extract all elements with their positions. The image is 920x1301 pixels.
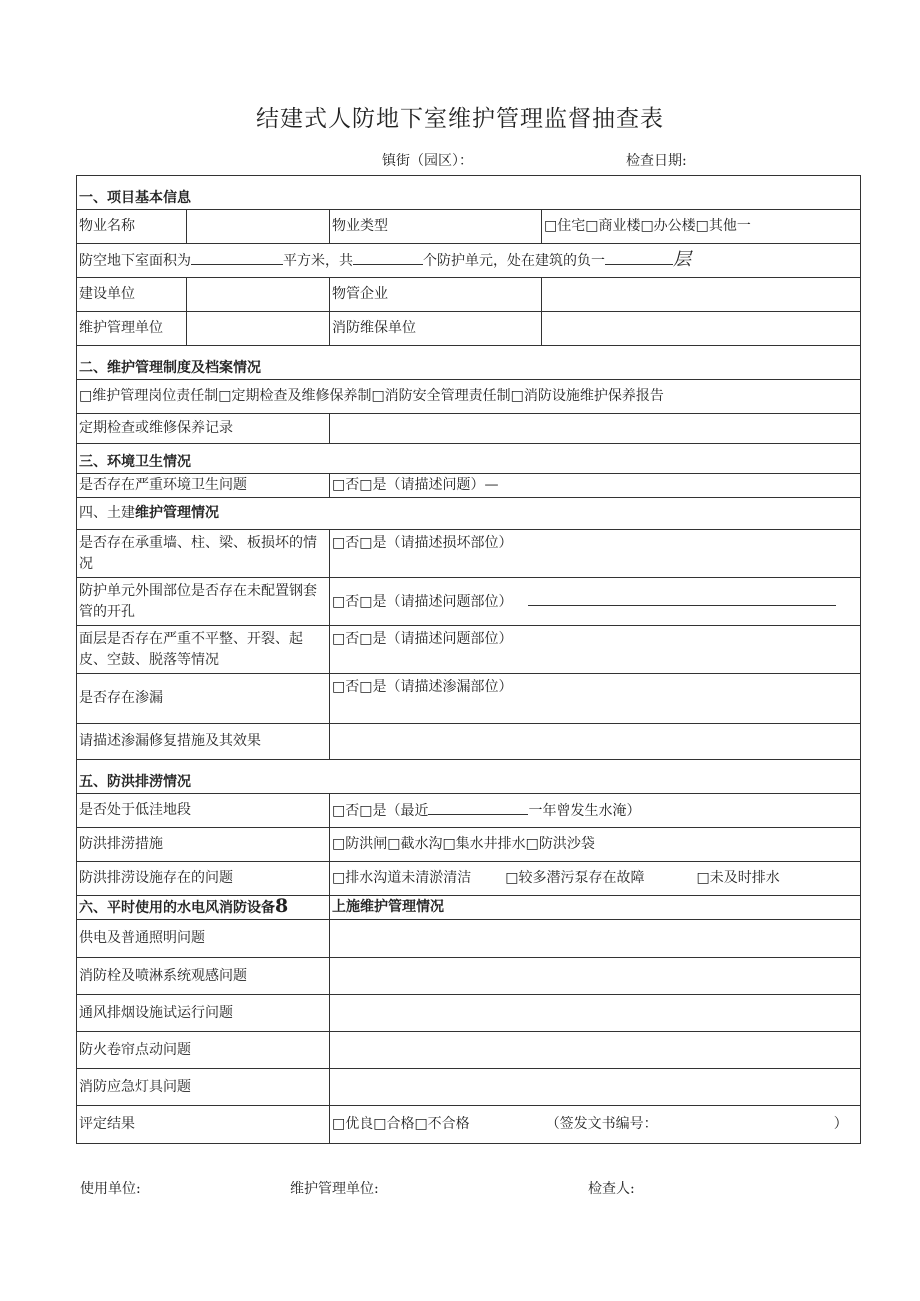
shutter-field[interactable] xyxy=(330,1032,861,1069)
lowland-options[interactable]: □否□是（最近 xyxy=(332,802,429,819)
damage-options[interactable]: □否□是（请描述损坏部位） xyxy=(330,530,861,578)
issue-option-3[interactable]: □未及时排水 xyxy=(696,870,780,886)
area-text-3: 个防护单元，处在建筑的负一 xyxy=(423,253,605,269)
maintenance-unit-field[interactable] xyxy=(187,312,330,346)
section-6-heading-left xyxy=(77,896,330,920)
leak-options[interactable]: □否□是（请描述渗漏部位） xyxy=(330,674,861,724)
lowland-tail: 一年曾发生水淹） xyxy=(528,802,641,819)
hydrant-field[interactable] xyxy=(330,958,861,995)
area-text-4: 层 xyxy=(673,249,691,270)
page-title: 结建式人防地下室维护管理监督抽查表 xyxy=(256,106,664,132)
builder-label: 建设单位 xyxy=(77,278,187,312)
leak-label: 是否存在渗漏 xyxy=(77,674,330,724)
ventilation-label: 通风排烟设施试运行问题 xyxy=(77,995,330,1032)
section-4-title: 维护管理情况 xyxy=(135,505,219,521)
sanitation-label: 是否存在严重环境卫生问题 xyxy=(77,474,330,498)
measures-options[interactable]: □防洪闸□截水沟□集水井排水□防洪沙袋 xyxy=(330,828,861,862)
section-2-heading: 二、维护管理制度及档案情况 xyxy=(77,346,861,380)
records-field[interactable] xyxy=(330,414,861,444)
ventilation-field[interactable] xyxy=(330,995,861,1032)
shelter-area-row xyxy=(77,244,861,278)
inspection-form xyxy=(76,175,861,1144)
property-name-field[interactable] xyxy=(187,210,330,244)
area-blank[interactable] xyxy=(191,250,283,265)
repair-label: 请描述渗漏修复措施及其效果 xyxy=(77,724,330,760)
floor-blank[interactable] xyxy=(605,250,673,265)
lamp-field[interactable] xyxy=(330,1069,861,1106)
opening-blank[interactable] xyxy=(528,591,836,606)
surface-label: 面层是否存在严重不平整、开裂、起皮、空鼓、脱落等情况 xyxy=(77,626,330,674)
maint-unit-label: 维护管理单位: xyxy=(290,1181,379,1197)
section-3-heading: 三、环境卫生情况 xyxy=(77,444,861,474)
fire-maint-label: 消防维保单位 xyxy=(330,312,542,346)
doc-number-label: （签发文书编号： xyxy=(545,1116,658,1132)
opening-label: 防护单元外围部位是否存在未配置钢套管的开孔 xyxy=(77,578,330,626)
result-options[interactable]: □优良□合格□不合格 xyxy=(332,1116,470,1132)
check-date-label: 检查日期: xyxy=(626,153,687,169)
unit-count-blank[interactable] xyxy=(353,250,423,265)
measures-label: 防洪排涝措施 xyxy=(77,828,330,862)
sanitation-options[interactable]: □否□是（请描述问题）— xyxy=(330,474,861,498)
property-type-options[interactable]: □住宅□商业楼□办公楼□其他一 xyxy=(542,210,861,244)
hydrant-label: 消防栓及喷淋系统观感问题 xyxy=(77,958,330,995)
user-unit-label: 使用单位: xyxy=(80,1181,141,1197)
power-label: 供电及普通照明问题 xyxy=(77,920,330,958)
section-6-title: 六、平时使用的水电风消防设备 xyxy=(79,900,275,916)
systems-options[interactable]: □维护管理岗位责任制□定期检查及维修保养制□消防安全管理责任制□消防设施维护保养报告 xyxy=(77,380,861,414)
result-cell[interactable] xyxy=(330,1106,861,1144)
doc-number-close: ） xyxy=(833,1116,848,1132)
area-text-2: 平方米，共 xyxy=(283,253,353,269)
section-6-mark: 8 xyxy=(275,895,289,917)
property-mgmt-field[interactable] xyxy=(542,278,861,312)
area-text-1: 防空地下室面积为 xyxy=(79,253,191,269)
shutter-label: 防火卷帘点动问题 xyxy=(77,1032,330,1069)
lowland-years-blank[interactable] xyxy=(428,800,528,815)
flood-issues-label: 防洪排涝设施存在的问题 xyxy=(77,862,330,896)
surface-options[interactable]: □否□是（请描述问题部位） xyxy=(330,626,861,674)
damage-label: 是否存在承重墙、柱、梁、板损坏的情况 xyxy=(77,530,330,578)
lamp-label: 消防应急灯具问题 xyxy=(77,1069,330,1106)
result-label: 评定结果 xyxy=(77,1106,330,1144)
section-6-heading-right: 上施维护管理情况 xyxy=(330,896,861,920)
section-4-heading xyxy=(77,498,861,530)
issue-option-1[interactable]: □排水沟道未清淤清洁 xyxy=(332,870,472,886)
repair-field[interactable] xyxy=(330,724,861,760)
property-mgmt-label: 物管企业 xyxy=(330,278,542,312)
maintenance-unit-label: 维护管理单位 xyxy=(77,312,187,346)
inspector-label: 检查人: xyxy=(588,1181,635,1197)
section-1-heading: 一、项目基本信息 xyxy=(77,176,861,210)
town-label: 镇街（园区）： xyxy=(382,153,473,169)
opening-cell[interactable] xyxy=(330,578,861,626)
section-5-heading: 五、防洪排涝情况 xyxy=(77,760,861,794)
issue-option-2[interactable]: □较多潜污泵存在故障 xyxy=(505,870,645,886)
section-4-prefix: 四、土建 xyxy=(79,505,135,521)
lowland-cell[interactable] xyxy=(330,794,861,828)
property-name-label: 物业名称 xyxy=(77,210,187,244)
opening-options[interactable]: □否□是（请描述问题部位） xyxy=(332,593,513,610)
records-label: 定期检查或维修保养记录 xyxy=(77,414,330,444)
builder-field[interactable] xyxy=(187,278,330,312)
flood-issues-cell[interactable] xyxy=(330,862,861,896)
power-field[interactable] xyxy=(330,920,861,958)
fire-maint-field[interactable] xyxy=(542,312,861,346)
property-type-label: 物业类型 xyxy=(330,210,542,244)
lowland-label: 是否处于低洼地段 xyxy=(77,794,330,828)
